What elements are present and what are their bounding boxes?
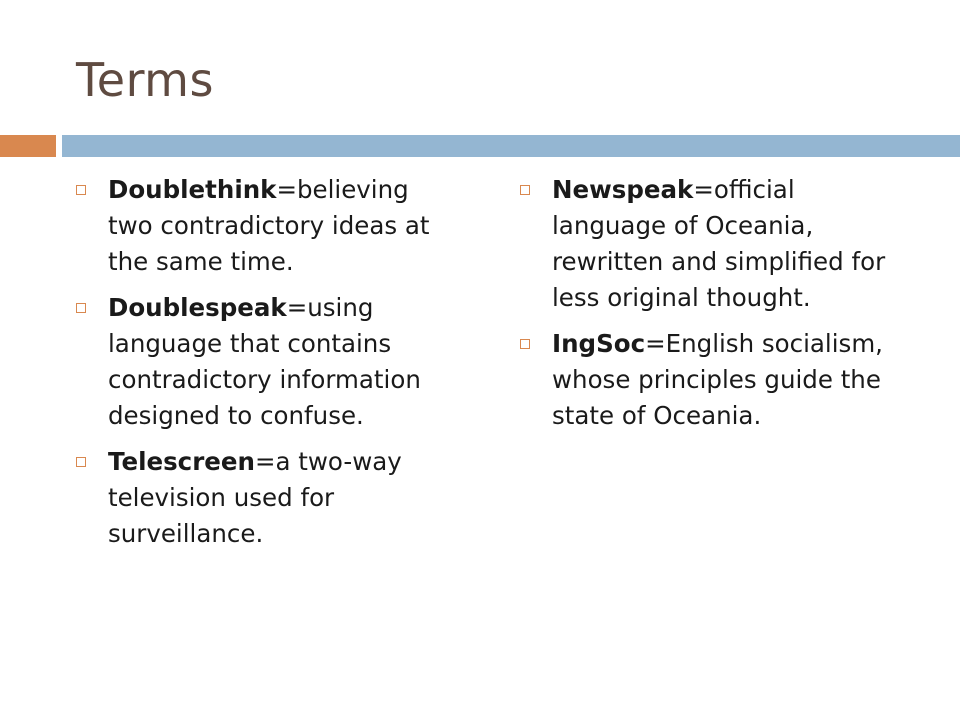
list-item — [74, 172, 434, 280]
square-bullet-icon — [76, 303, 86, 313]
square-bullet-icon — [520, 339, 530, 349]
term-label: Telescreen — [108, 447, 255, 476]
term-label: Doublespeak — [108, 293, 287, 322]
accent-bar-blue — [62, 135, 960, 157]
term-label: Newspeak — [552, 175, 694, 204]
list-item — [74, 444, 434, 552]
list-item — [518, 172, 898, 316]
square-bullet-icon — [76, 457, 86, 467]
list-item — [518, 326, 898, 434]
bullet-text — [552, 326, 898, 434]
bullet-text — [108, 172, 434, 280]
term-definition: =a two-way television used for surveillance. — [108, 447, 402, 548]
term-definition: =English socialism, whose principles guide the state of Oceania. — [552, 329, 883, 430]
right-column — [518, 172, 898, 444]
accent-bar-orange — [0, 135, 56, 157]
bullet-text — [552, 172, 898, 316]
term-definition: =believing two contradictory ideas at the same time. — [108, 175, 430, 276]
term-label: Doublethink — [108, 175, 277, 204]
square-bullet-icon — [76, 185, 86, 195]
list-item — [74, 290, 434, 434]
term-definition: =official language of Oceania, rewritten and simplified for less original thought. — [552, 175, 886, 312]
slide-title: Terms — [76, 53, 214, 107]
term-definition: =using language that contains contradictory information designed to confuse. — [108, 293, 421, 430]
term-label: IngSoc — [552, 329, 646, 358]
bullet-text — [108, 444, 434, 552]
left-column — [74, 172, 434, 562]
bullet-text — [108, 290, 434, 434]
square-bullet-icon — [520, 185, 530, 195]
